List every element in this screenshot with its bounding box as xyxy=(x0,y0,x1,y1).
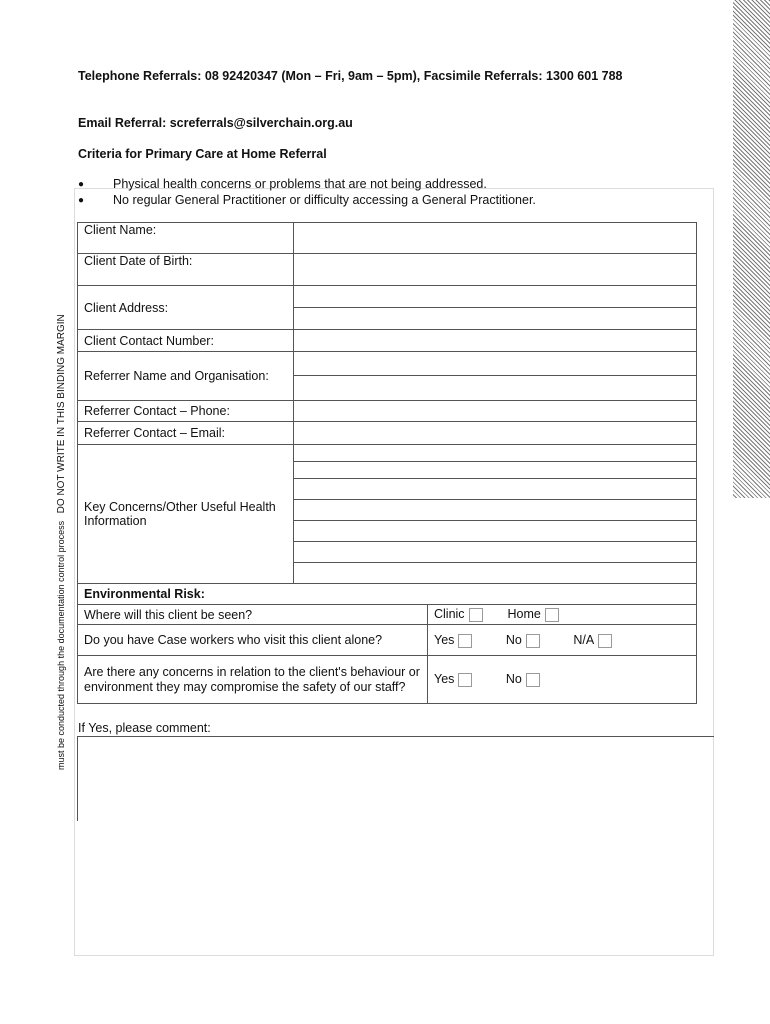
key-concerns-line[interactable] xyxy=(294,462,697,479)
concerns-question: Are there any concerns in relation to the client's behaviour or environment they may compromise the safety of our staff? xyxy=(78,656,428,704)
comment-left-rule[interactable] xyxy=(77,736,78,821)
referral-form-table xyxy=(77,222,697,704)
caseworkers-yes-checkbox[interactable] xyxy=(458,634,472,648)
email-referral: Email Referral: screferrals@silverchain.org.au xyxy=(78,116,353,130)
key-concerns-label: Key Concerns/Other Useful Health Information xyxy=(78,445,294,584)
seen-question: Where will this client be seen? xyxy=(78,605,428,625)
binding-margin-note: must be conducted through the documentation control process DO NOT WRITE IN THIS BINDING MARGIN xyxy=(56,314,67,770)
telephone-referrals: Telephone Referrals: 08 92420347 (Mon – Fri, 9am – 5pm), Facsimile Referrals: 1300 601 788 xyxy=(78,69,623,83)
key-concerns-line[interactable] xyxy=(294,500,697,521)
comment-top-rule xyxy=(77,736,714,737)
referrer-phone-label: Referrer Contact – Phone: xyxy=(78,401,294,422)
client-dob-field[interactable] xyxy=(294,254,697,286)
referrer-name-field-2[interactable] xyxy=(294,376,697,401)
concerns-options: Yes No xyxy=(428,656,697,704)
clinic-checkbox[interactable] xyxy=(469,608,483,622)
seen-options: Clinic Home xyxy=(428,605,697,625)
key-concerns-line[interactable] xyxy=(294,479,697,500)
referrer-phone-field[interactable] xyxy=(294,401,697,422)
client-dob-label: Client Date of Birth: xyxy=(78,254,294,286)
referrer-name-field-1[interactable] xyxy=(294,352,697,376)
client-address-field-2[interactable] xyxy=(294,308,697,330)
concerns-yes-checkbox[interactable] xyxy=(458,673,472,687)
client-address-label: Client Address: xyxy=(78,286,294,330)
client-name-label: Client Name: xyxy=(78,223,294,254)
referrer-email-field[interactable] xyxy=(294,422,697,445)
bullet-icon: ● xyxy=(78,195,85,206)
caseworkers-options: Yes No N/A xyxy=(428,625,697,656)
environmental-risk-heading: Environmental Risk: xyxy=(78,584,697,605)
criteria-title: Criteria for Primary Care at Home Referral xyxy=(78,147,327,161)
client-address-field-1[interactable] xyxy=(294,286,697,308)
bullet-icon: ● xyxy=(78,179,85,190)
referrer-name-label: Referrer Name and Organisation: xyxy=(78,352,294,401)
key-concerns-line[interactable] xyxy=(294,563,697,584)
home-checkbox[interactable] xyxy=(545,608,559,622)
client-contact-label: Client Contact Number: xyxy=(78,330,294,352)
key-concerns-line[interactable] xyxy=(294,542,697,563)
client-name-field[interactable] xyxy=(294,223,697,254)
referrer-email-label: Referrer Contact – Email: xyxy=(78,422,294,445)
binding-hatch-pattern xyxy=(733,0,770,498)
caseworkers-question: Do you have Case workers who visit this client alone? xyxy=(78,625,428,656)
comment-label: If Yes, please comment: xyxy=(78,721,211,735)
caseworkers-na-checkbox[interactable] xyxy=(598,634,612,648)
concerns-no-checkbox[interactable] xyxy=(526,673,540,687)
caseworkers-no-checkbox[interactable] xyxy=(526,634,540,648)
key-concerns-line[interactable] xyxy=(294,521,697,542)
key-concerns-line[interactable] xyxy=(294,445,697,462)
client-contact-field[interactable] xyxy=(294,330,697,352)
